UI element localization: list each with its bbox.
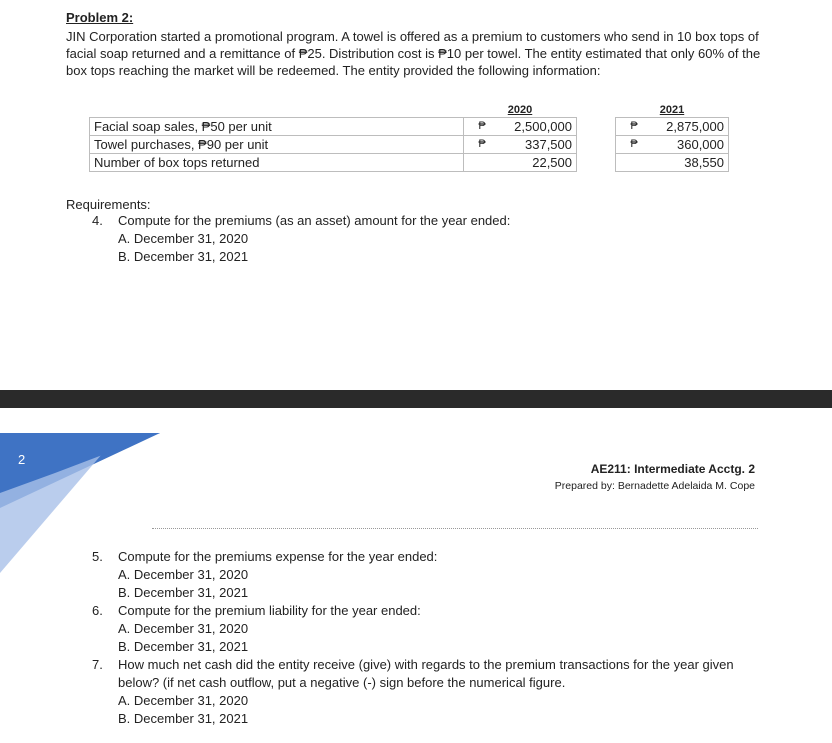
prepared-by: Prepared by: Bernadette Adelaida M. Cope bbox=[554, 480, 755, 492]
question-text: Compute for the premium liability for the year ended: bbox=[118, 603, 421, 618]
value-2021: 360,000 bbox=[652, 136, 729, 154]
currency-symbol: ₱ bbox=[464, 136, 501, 154]
question-7 bbox=[92, 656, 772, 728]
question-number: 6. bbox=[92, 603, 103, 618]
sub-item: A. December 31, 2020 bbox=[118, 693, 249, 708]
sub-item: B. December 31, 2021 bbox=[118, 249, 249, 264]
question-number: 5. bbox=[92, 549, 103, 564]
currency-symbol: ₱ bbox=[616, 118, 653, 136]
sub-item: A. December 31, 2020 bbox=[118, 621, 249, 636]
table-row bbox=[90, 154, 729, 172]
currency-symbol: ₱ bbox=[464, 118, 501, 136]
question-number: 4. bbox=[92, 213, 103, 228]
info-table bbox=[89, 103, 729, 172]
question-5 bbox=[92, 548, 772, 602]
question-text: How much net cash did the entity receive (give) with regards to the premium transactions for the year given below? (if net cash outflow, put a negative (-) sign before the numerical figure. bbox=[118, 657, 734, 690]
value-2021: 38,550 bbox=[652, 154, 729, 172]
question-6 bbox=[92, 602, 772, 656]
sub-item: B. December 31, 2021 bbox=[118, 639, 249, 654]
question-text: Compute for the premiums (as an asset) amount for the year ended: bbox=[118, 213, 511, 228]
table-row bbox=[90, 136, 729, 154]
course-title: AE211: Intermediate Acctg. 2 bbox=[590, 462, 755, 476]
sub-item: A. December 31, 2020 bbox=[118, 231, 249, 246]
sub-item: B. December 31, 2021 bbox=[118, 711, 249, 726]
questions-list bbox=[92, 548, 772, 728]
row-label: Towel purchases, ₱90 per unit bbox=[90, 136, 464, 154]
value-2020: 2,500,000 bbox=[500, 118, 577, 136]
year-2021-header: 2021 bbox=[659, 104, 685, 116]
value-2020: 22,500 bbox=[500, 154, 577, 172]
problem-intro: JIN Corporation started a promotional program. A towel is offered as a premium to customers who send in 10 box tops of facial soap returned and a remittance of ₱25. Distribution cost is ₱10 per towel. The entity estimated that only 60% of the box tops reaching the market will be redeemed. The entity provided the following information: bbox=[66, 29, 761, 78]
value-2020: 337,500 bbox=[500, 136, 577, 154]
currency-symbol: ₱ bbox=[616, 136, 653, 154]
row-label: Facial soap sales, ₱50 per unit bbox=[90, 118, 464, 136]
page-number: 2 bbox=[18, 452, 26, 467]
question-text: Compute for the premiums expense for the year ended: bbox=[118, 549, 438, 564]
value-2021: 2,875,000 bbox=[652, 118, 729, 136]
table-row bbox=[90, 118, 729, 136]
requirements-title: Requirements: bbox=[66, 197, 151, 212]
question-number: 7. bbox=[92, 657, 103, 672]
sub-item: A. December 31, 2020 bbox=[118, 567, 249, 582]
sub-item: B. December 31, 2021 bbox=[118, 585, 249, 600]
year-2020-header: 2020 bbox=[507, 104, 533, 116]
header-divider bbox=[152, 528, 758, 529]
table-header-row bbox=[90, 103, 729, 118]
question-4 bbox=[92, 212, 510, 266]
problem-title: Problem 2: bbox=[66, 10, 134, 25]
page-separator-band bbox=[0, 390, 832, 408]
row-label: Number of box tops returned bbox=[90, 154, 464, 172]
